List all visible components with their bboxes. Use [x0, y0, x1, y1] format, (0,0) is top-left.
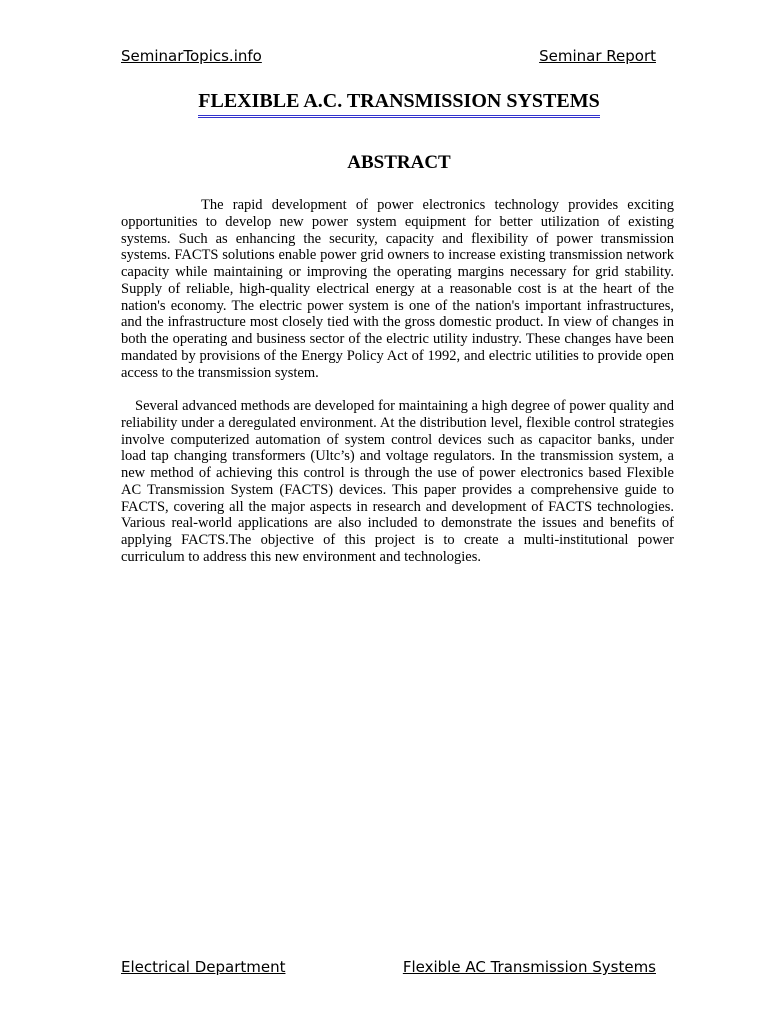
footer-topic: Flexible AC Transmission Systems	[402, 958, 656, 976]
abstract-paragraph-1: The rapid development of power electronics technology provides exciting opportunities to develop new power system equipment for better utilization of existing systems. Such as enhancing the security, capacity and flexibility of power transmission systems. FACTS solutions enable power grid owners to increase existing transmission network capacity while maintaining or improving the operating margins necessary for grid stability. Supply of reliable, high-quality electrical energy at a reasonable cost is at the heart of the nation's economy. The electric power system is one of the nation's important infrastructures, and the infrastructure most closely tied with the gross domestic product. In view of changes in both the operating and business sector of the electric utility industry. These changes have been mandated by provisions of the Energy Policy Act of 1992, and electric utilities to provide open access to the transmission system.	[121, 197, 674, 381]
abstract-paragraph-2: Several advanced methods are developed for maintaining a high degree of power quality and reliability under a deregulated environment. At the distribution level, flexible control strategies involve computerized automation of system control devices such as capacitor banks, under load tap changing transformers (Ultc’s) and voltage regulators. In the transmission system, a new method of achieving this control is through the use of power electronics based Flexible AC Transmission System (FACTS) devices. This paper provides a comprehensive guide to FACTS, covering all the major aspects in research and development of FACTS technologies. Various real-world applications are also included to demonstrate the issues and benefits of applying FACTS.The objective of this project is to create a multi-institutional power curriculum to address this new environment and technologies.	[121, 398, 674, 565]
document-title-container	[0, 88, 768, 118]
section-heading: ABSTRACT	[347, 152, 451, 173]
header-site-name: SeminarTopics.info	[121, 47, 262, 65]
document-title: FLEXIBLE A.C. TRANSMISSION SYSTEMS	[198, 88, 599, 118]
header-report-label: Seminar Report	[539, 47, 656, 65]
footer-department: Electrical Department	[121, 958, 286, 976]
